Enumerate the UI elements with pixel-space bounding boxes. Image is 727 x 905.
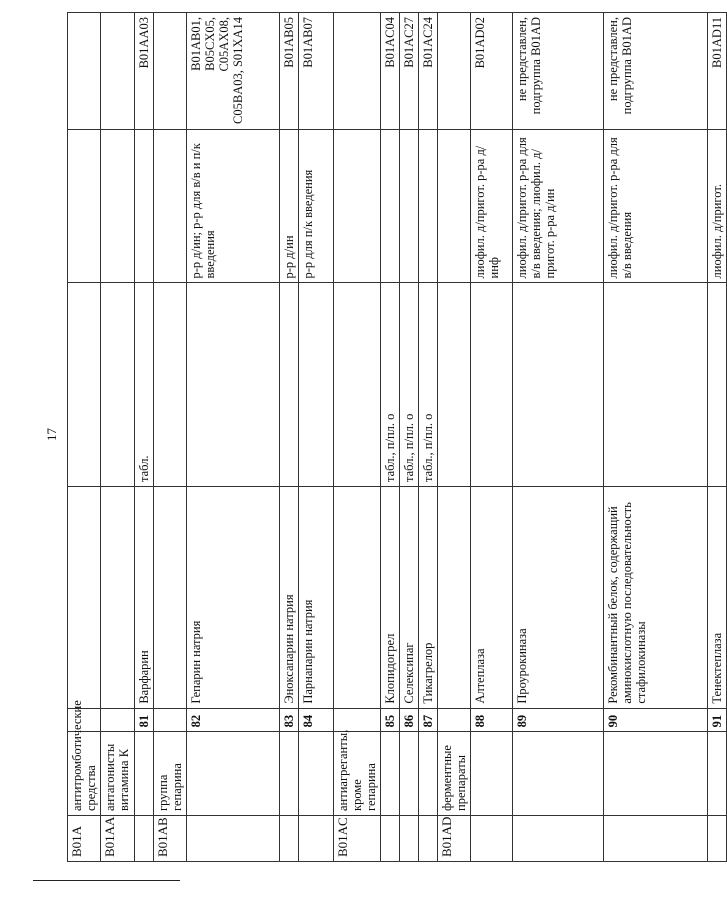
atc-group-cell <box>400 732 419 816</box>
dosage-form-cell <box>68 283 101 487</box>
table-row <box>135 13 154 862</box>
table-row <box>334 13 381 862</box>
atc-group-cell: ферментные препараты <box>438 732 471 816</box>
dosage-form-cell <box>280 283 299 487</box>
form-detail-cell <box>419 130 438 283</box>
table-row <box>68 13 101 862</box>
medicine-cell: Варфарин <box>135 487 154 709</box>
medicine-cell: Гепарин натрия <box>187 487 280 709</box>
form-detail-cell: лиофил. д/пригот. р-ра д/инф <box>471 130 513 283</box>
dosage-form-cell: табл. <box>135 283 154 487</box>
dosage-form-cell <box>513 283 604 487</box>
atc-code-cell <box>471 816 513 862</box>
atc-group-cell <box>135 732 154 816</box>
atc-group-cell <box>280 732 299 816</box>
registration-cell: B01AC24 <box>419 13 438 130</box>
table-row <box>419 13 438 862</box>
form-detail-cell <box>438 130 471 283</box>
table-row <box>154 13 187 862</box>
number-cell: 89 <box>513 708 604 732</box>
medicine-cell: Алтеплаза <box>471 487 513 709</box>
atc-group-cell: антиагреганты, кроме гепарина <box>334 732 381 816</box>
medicine-cell: Тикагрелор <box>419 487 438 709</box>
medicine-cell: Селексипаг <box>400 487 419 709</box>
form-detail-cell <box>334 130 381 283</box>
table-row <box>708 13 727 862</box>
registration-cell <box>101 13 135 130</box>
drug-list-table <box>67 12 727 862</box>
atc-code-cell <box>381 816 400 862</box>
medicine-cell: Парнапарин натрия <box>299 487 334 709</box>
table-row <box>381 13 400 862</box>
registration-cell <box>68 13 101 130</box>
number-cell: 88 <box>471 708 513 732</box>
footnote-separator <box>33 880 180 881</box>
table-row <box>280 13 299 862</box>
atc-code-cell: B01AC <box>334 816 381 862</box>
registration-cell: B01AD11 <box>708 13 727 130</box>
number-cell: 83 <box>280 708 299 732</box>
form-detail-cell <box>154 130 187 283</box>
form-detail-cell: лиофил. д/пригот. <box>708 130 727 283</box>
medicine-cell: Проурокиназа <box>513 487 604 709</box>
table-row <box>187 13 280 862</box>
table-row <box>513 13 604 862</box>
atc-group-cell <box>604 732 708 816</box>
atc-code-cell: B01A <box>68 816 101 862</box>
form-detail-cell: р-р д/ин; р-р для в/в и п/к введения <box>187 130 280 283</box>
atc-code-cell <box>513 816 604 862</box>
atc-group-cell: антагонисты витамина К <box>101 732 135 816</box>
registration-cell: B01AB07 <box>299 13 334 130</box>
dosage-form-cell <box>187 283 280 487</box>
atc-code-cell <box>299 816 334 862</box>
dosage-form-cell <box>334 283 381 487</box>
atc-code-cell: B01AD <box>438 816 471 862</box>
table-row <box>604 13 708 862</box>
number-cell <box>438 708 471 732</box>
medicine-cell: Эноксапарин натрия <box>280 487 299 709</box>
number-cell: 81 <box>135 708 154 732</box>
registration-cell <box>154 13 187 130</box>
atc-code-cell: B01AA <box>101 816 135 862</box>
medicine-cell <box>438 487 471 709</box>
registration-cell: B01AC04 <box>381 13 400 130</box>
number-cell: 86 <box>400 708 419 732</box>
dosage-form-cell: табл., п/пл. о <box>381 283 400 487</box>
form-detail-cell: лиофил. д/пригот. р-ра для в/в введения <box>604 130 708 283</box>
number-cell <box>101 708 135 732</box>
form-detail-cell <box>101 130 135 283</box>
form-detail-cell: лиофил. д/пригот. р-ра для в/в введения; лиофил. д/пригот. р-ра д/ин <box>513 130 604 283</box>
medicine-cell <box>101 487 135 709</box>
table-row <box>101 13 135 862</box>
dosage-form-cell <box>438 283 471 487</box>
medicine-cell <box>154 487 187 709</box>
number-cell <box>154 708 187 732</box>
atc-code-cell <box>400 816 419 862</box>
table-row <box>299 13 334 862</box>
form-detail-cell: р-р д/ин <box>280 130 299 283</box>
table-row <box>438 13 471 862</box>
number-cell: 87 <box>419 708 438 732</box>
dosage-form-cell <box>471 283 513 487</box>
atc-group-cell <box>187 732 280 816</box>
medicine-cell <box>334 487 381 709</box>
atc-group-cell <box>513 732 604 816</box>
atc-code-cell <box>604 816 708 862</box>
medicine-cell <box>68 487 101 709</box>
registration-cell <box>438 13 471 130</box>
registration-cell: B01AB05 <box>280 13 299 130</box>
dosage-form-cell <box>604 283 708 487</box>
number-cell: 90 <box>604 708 708 732</box>
form-detail-cell <box>135 130 154 283</box>
medicine-cell: Тенектеплаза <box>708 487 727 709</box>
dosage-form-cell <box>101 283 135 487</box>
atc-code-cell <box>280 816 299 862</box>
form-detail-cell <box>400 130 419 283</box>
atc-code-cell <box>419 816 438 862</box>
atc-group-cell <box>471 732 513 816</box>
atc-group-cell <box>419 732 438 816</box>
registration-cell: не представлен, подгруппа B01AD <box>513 13 604 130</box>
page-number: 17 <box>44 428 59 441</box>
atc-code-cell <box>187 816 280 862</box>
number-cell <box>334 708 381 732</box>
table-body <box>68 13 727 862</box>
form-detail-cell <box>68 130 101 283</box>
table-row <box>400 13 419 862</box>
medicine-cell: Клопидогрел <box>381 487 400 709</box>
dosage-form-cell <box>299 283 334 487</box>
atc-group-cell: группа гепарина <box>154 732 187 816</box>
registration-cell: B01AC27 <box>400 13 419 130</box>
atc-group-cell <box>381 732 400 816</box>
atc-group-cell <box>708 732 727 816</box>
registration-cell: не представлен, подгруппа B01AD <box>604 13 708 130</box>
number-cell: 82 <box>187 708 280 732</box>
atc-code-cell <box>708 816 727 862</box>
number-cell: 91 <box>708 708 727 732</box>
drug-list-table-rotated <box>67 12 724 862</box>
number-cell: 84 <box>299 708 334 732</box>
table-row <box>471 13 513 862</box>
dosage-form-cell: табл., п/пл. о <box>400 283 419 487</box>
number-cell: 85 <box>381 708 400 732</box>
registration-cell: B01AB01, B05CX05, C05AX08, C05BA03, S01XA14 <box>187 13 280 130</box>
atc-code-cell <box>135 816 154 862</box>
atc-group-cell: антитромботические средства <box>68 732 101 816</box>
dosage-form-cell <box>154 283 187 487</box>
dosage-form-cell <box>708 283 727 487</box>
form-detail-cell: р-р для п/к введения <box>299 130 334 283</box>
atc-group-cell <box>299 732 334 816</box>
atc-code-cell: B01AB <box>154 816 187 862</box>
form-detail-cell <box>381 130 400 283</box>
dosage-form-cell: табл., п/пл. о <box>419 283 438 487</box>
registration-cell: B01AA03 <box>135 13 154 130</box>
registration-cell <box>334 13 381 130</box>
medicine-cell: Рекомбинантный белок, содержащий аминокислотную последовательность стафилокиназы <box>604 487 708 709</box>
registration-cell: B01AD02 <box>471 13 513 130</box>
